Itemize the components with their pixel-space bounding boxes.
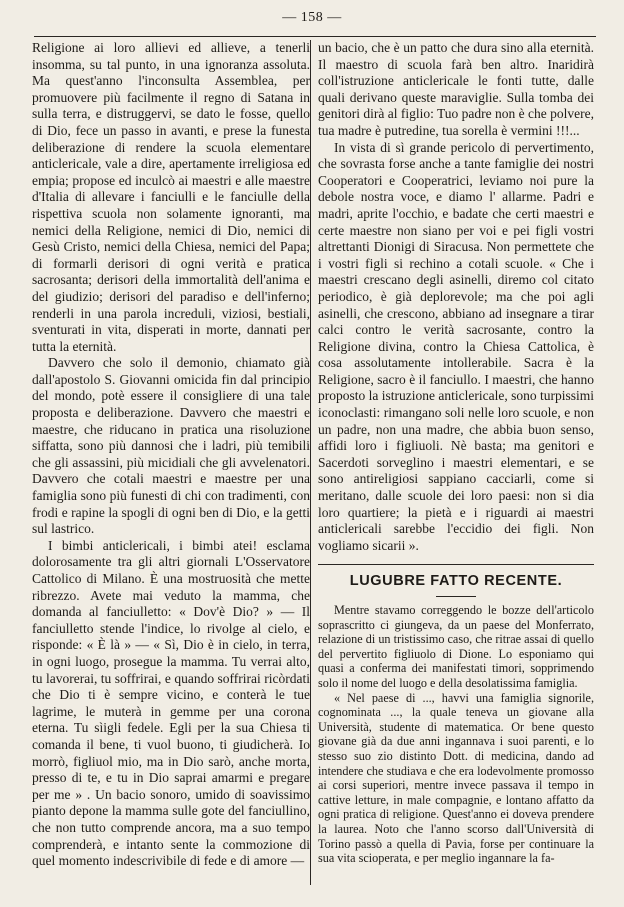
title-rule — [436, 596, 476, 597]
section-title: LUGUBRE FATTO RECENTE. — [349, 573, 563, 590]
left-column — [32, 40, 310, 900]
section-rule — [318, 564, 594, 565]
page-number: — 158 — — [282, 10, 342, 25]
left-paragraph-3: I bimbi anticlericali, i bimbi atei! esclama dolorosamente tra gli altri giornali L'Osservatore Cattolico di Milano. È una mostruosità che mette ribrezzo. Avete mai veduto la mamma, che domanda al fanciulletto: « Dov'è Dio? » — Il fanciulletto stende l'indice, lo rivolge al cielo, e risponde: « È là » — « Sì, Dio è in cielo, in terra, in ogni luogo, prosegue la mamma. Tu verrai alto, tu lavorerai, tu soffrirai, e quando soffrirai ricòrdati che Dio ti è sempre vicino, e conterà le tue lagrime, le muterà in gemme per una corona eterna. Tu sìigli fedele. Egli per la sua Chiesa ti comanda il bene, ti vuol buono, ti giudicherà. Io morrò, figliuol mio, ma in Dio sarò, anche morta, presso di te, e tu in Dio saprai amarmi e pregare per me » . Un bacio sonoro, umido di soavissimo pianto depone la mamma sulle gote del fanciullino, che non tutto comprende ancora, ma a suo tempo comprenderà, e intanto sente la commozione di quel momento indescrivibile di fede e di amore — — [32, 537, 310, 869]
section-paragraph-1: Mentre stavamo correggendo le bozze dell'articolo soprascritto ci giungeva, da un paese del Monferrato, relazione di un tristissimo caso, che ritrae assai di quello del pervertito figliuolo di Dione. Lo esponiamo qui quasi a conferma dei manifestati timori, sopprimendo solo il nome del luogo e della desolatissima famiglia. — [318, 603, 594, 690]
left-paragraph-2: Davvero che solo il demonio, chiamato già dall'apostolo S. Giovanni omicida fin dal principio del mondo, potè essere il consigliere di una tale proposta e deliberazione. Davvero che maestri e maestre, che riducano in pratica una risoluzione siffatta, sono più dannosi che i ladri, più temibili che gli assassini, più micidiali che gli avvelenatori. Davvero che cotali maestri e maestre per una famiglia sono più funesti di chi con tradimenti, con frodi e rapine la spogli di ogni ben di Dio, e la getti sul lastrico. — [32, 355, 310, 537]
column-divider — [310, 40, 311, 885]
right-paragraph-1: un bacio, che è un patto che dura sino alla eternità. Il maestro di scuola farà ben altro. Inaridirà coll'istruzione anticlericale le fonti tutte, dalle quali derivano queste maraviglie. Sulla tomba dei genitori dirà al figlio: Tuo padre non è che polvere, tua madre è putredine, tua sorella è vermini !!!... — [318, 40, 594, 138]
section-body — [318, 603, 594, 866]
right-paragraph-2: In vista di sì grande pericolo di pervertimento, che sovrasta forse anche a tante famiglie dei nostri Cooperatori e Cooperatrici, leviamo noi pure la debole nostra voce, e diamo l' allarme. Padri e madri, aprite l'occhio, e badate che certi maestri e certe maestre non siano per voi e pei figli vostri altrettanti Dionigi di Siracusa. Non permettete che i vostri figli si rechino a cotali scuole. « Che i maestri crescano degli asinelli, diremo col citato periodico, è già deplorevole; ma che poi agli asinelli, che crescono, abbiano ad insegnare a tirar calci contro le verità sacrosante, contro la Religione divina, contro la Chiesa Cattolica, è cosa assolutamente intollerabile. Sacra è la Religione, sacro è il fanciullo. I maestri, che hanno proposto la istruzione anticlericale, sono turpissimi iconoclasti: rimangano soli nelle loro scuole, e non un padre, non una madre, che abbia buon senso, affidi loro i figliuoli. Nè basta; ma genitori e Sacerdoti sorveglino i maestri elementari, e se sono antireligiosi sappiano cacciarli, come si meritano, dalle scuole dei loro paesi: non si dia loro quartiere; la pietà e i riguardi ai maestri anticlericali sarebbe l'eccidio dei figli. Non vogliamo sicarii ». — [318, 139, 594, 553]
section-paragraph-2: « Nel paese di ..., havvi una famiglia signorile, cognominata ..., la quale teneva un giovane alla Università, studente di matematica. Or bene questo giovane già da due anni ingannava i suoi parenti, e lo stesso suo zio distinto Dott. di medicina, dando ad intendere che studiava e che era lodevolmente promosso ai corsi superiori, mentre invece passava il tempo in cattive letture, in male compagnie, e lontano affatto da ogni pratica di religione. Quest'anno ei doveva prendere la laurea. Noto che l'anno scorso dall'Università di Torino passò a quella di Pavia, forse per continuare la sua vita scioperata, e per meglio ingannare la fa- — [318, 690, 594, 866]
right-column — [318, 40, 594, 900]
header-rule — [34, 36, 596, 37]
left-paragraph-1: Religione ai loro allievi ed allieve, a tenerli insomma, su tal punto, in una ignoranza assoluta. Ma quest'anno l'inconsulta Assemblea, per promuovere più facilmente il regno di Satana in sulla terra, e distruggervi, se dato le fosse, quello di Dio, fece un passo in avanti, e prese la funesta deliberazione di rendere la scuola elementare anticlericale, vale a dire, apertamente irreligiosa ed empia; propose ed inculcò ai maestri e alle maestre d'Italia di allevare i fanciulli e le fanciulle della rispettiva scuola non solamente ignoranti, ma nemici della Religione, nemici di Dio, nemici di Gesù Cristo, nemici della Chiesa, nemici del Papa; di formarli derisori di ogni verità e pratica sacrosanta; derisori della immortalità dell'anima e del giudizio; derisori del paradiso e dell'inferno; renderli in una parola increduli, viziosi, bestiali, sventurati in vita, disperati in morte, dannati per tutta la eternità. — [32, 40, 310, 354]
